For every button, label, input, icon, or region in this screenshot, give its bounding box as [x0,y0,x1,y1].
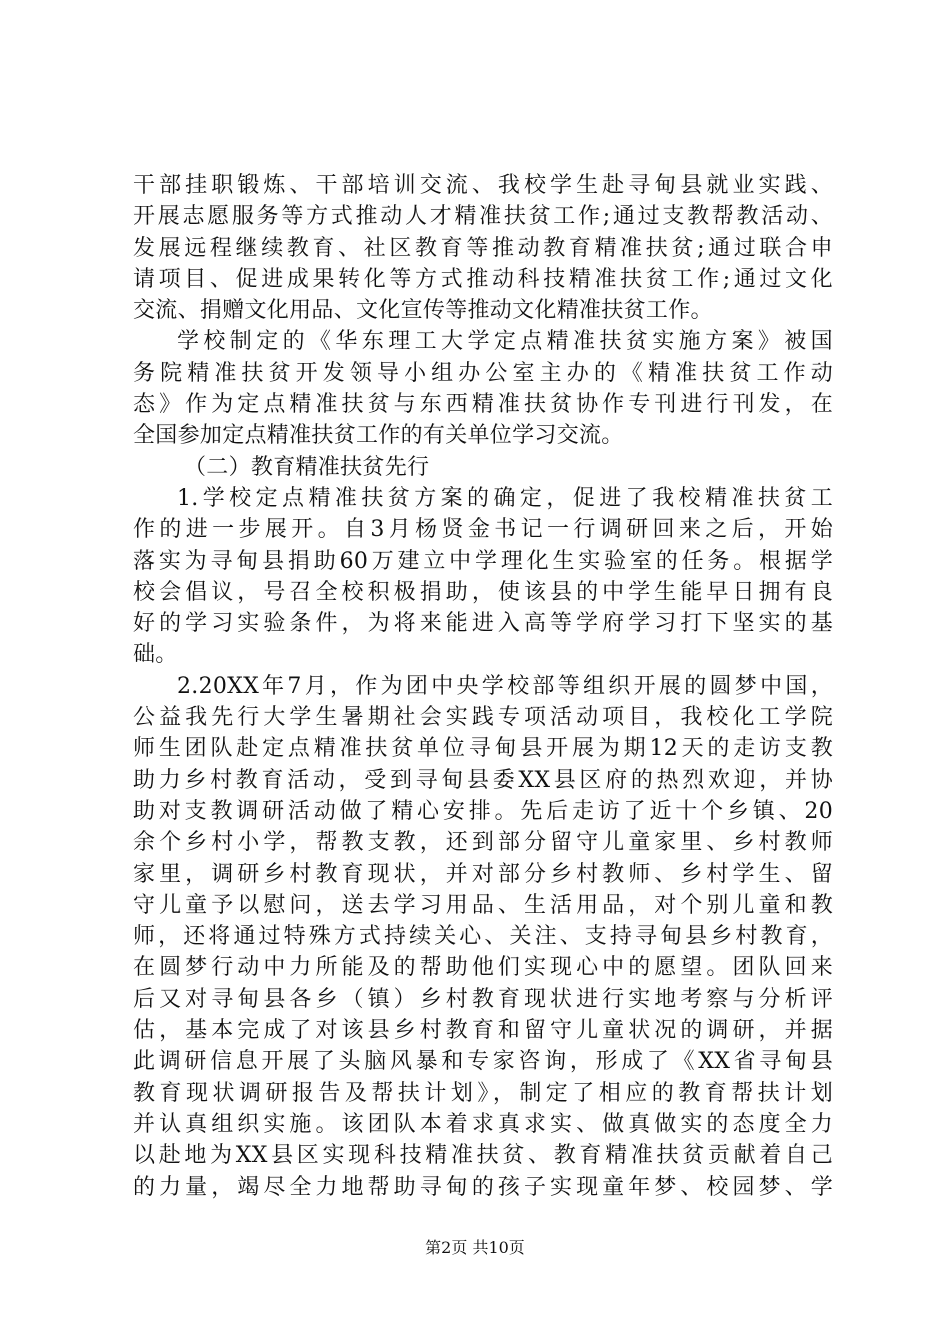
body-line: 全国参加定点精准扶贫工作的有关单位学习交流。 [133,423,624,449]
body-line: 学校制定的《华东理工大学定点精准扶贫实施方案》被国 [177,329,833,355]
body-line: 作的进一步展开。自3月杨贤金书记一行调研回来之后，开始 [133,517,833,543]
body-line: 家里，调研乡村教育现状，并对部分乡村教师、乡村学生、留 [133,861,833,887]
body-line: 守儿童予以慰问，送去学习用品、生活用品，对个别儿童和教 [133,892,833,918]
paragraph-implementation-plan [133,326,833,451]
body-line: 后又对寻甸县各乡（镇）乡村教育现状进行实地考察与分析评 [133,986,833,1012]
body-line: 落实为寻甸县捐助60万建立中学理化生实验室的任务。根据学 [133,548,833,574]
page-number-footer: 第2页 共10页 [425,1238,525,1257]
section-heading [133,452,833,483]
document-body [133,170,833,1203]
body-line: 2.20XX年7月，作为团中央学校部等组织开展的圆梦中国， [177,673,833,699]
body-line: 干部挂职锻炼、干部培训交流、我校学生赴寻甸县就业实践、 [133,173,833,198]
body-line: 此调研信息开展了头脑风暴和专家咨询，形成了《XX省寻甸县 [133,1049,833,1075]
body-line: 开展志愿服务等方式推动人才精准扶贫工作;通过支教帮教活动、 [133,204,833,230]
body-line: 助对支教调研活动做了精心安排。先后走访了近十个乡镇、20 [133,798,833,824]
body-line: 教育现状调研报告及帮扶计划》，制定了相应的教育帮扶计划 [133,1080,833,1106]
body-line: 的力量，竭尽全力地帮助寻甸的孩子实现童年梦、校园梦、学 [133,1174,833,1200]
paragraph-item-1 [133,483,833,671]
paragraph-item-2 [133,671,833,1203]
body-line: 交流、捐赠文化用品、文化宣传等推动文化精准扶贫工作。 [133,298,713,324]
body-line: 公益我先行大学生暑期社会实践专项活动项目，我校化工学院 [133,705,833,731]
body-line: 发展远程继续教育、社区教育等推动教育精准扶贫;通过联合申 [133,235,833,261]
body-line: 1.学校定点精准扶贫方案的确定，促进了我校精准扶贫工 [177,485,833,511]
body-line: 师生团队赴定点精准扶贫单位寻甸县开展为期12天的走访支教 [133,736,833,762]
body-line: 态》作为定点精准扶贫与东西精准扶贫协作专刊进行刊发，在 [133,392,833,418]
body-line: 助力乡村教育活动，受到寻甸县委XX县区府的热烈欢迎，并协 [133,767,833,793]
body-line: 以赴地为XX县区实现科技精准扶贫、教育精准扶贫贡献着自己 [133,1143,833,1169]
body-line: 请项目、促进成果转化等方式推动科技精准扶贫工作;通过文化 [133,266,833,292]
body-line: 在圆梦行动中力所能及的帮助他们实现心中的愿望。团队回来 [133,955,833,981]
paragraph-talent-poverty-alleviation [133,170,833,326]
body-line: 师，还将通过特殊方式持续关心、关注、支持寻甸县乡村教育， [133,924,833,950]
body-line: 校会倡议，号召全校积极捐助，使该县的中学生能早日拥有良 [133,579,833,605]
body-line: 务院精准扶贫开发领导小组办公室主办的《精准扶贫工作动 [133,360,833,386]
body-line: 础。 [133,642,178,668]
body-line: 并认真组织实施。该团队本着求真求实、做真做实的态度全力 [133,1111,833,1137]
body-line: 余个乡村小学，帮教支教，还到部分留守儿童家里、乡村教师 [133,830,833,856]
section-heading-text: （二）教育精准扶贫先行 [184,454,430,480]
body-line: 好的学习实验条件，为将来能进入高等学府学习打下坚实的基 [133,611,833,637]
body-line: 估，基本完成了对该县乡村教育和留守儿童状况的调研，并据 [133,1018,833,1044]
